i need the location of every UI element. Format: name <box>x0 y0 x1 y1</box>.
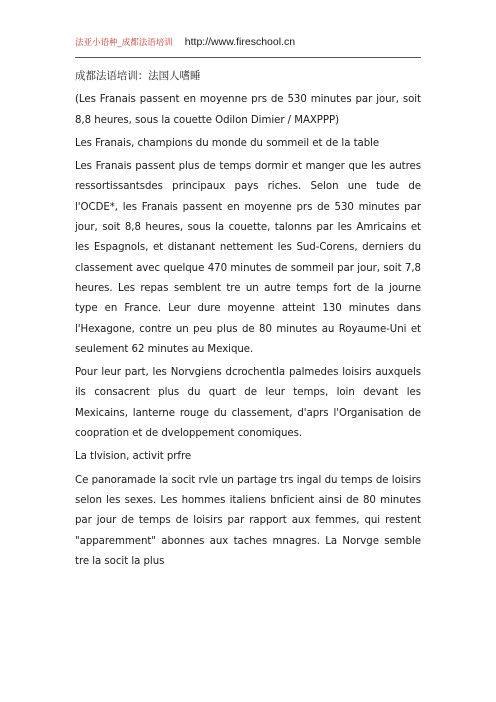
body-paragraph: Les Franais passent plus de temps dormir et manger que les autres ressortissantsdes principaux pays riches. Selon une tude de l'OCDE*, les Franais passent en moyenne prs de 530 minutes par jour, soit 8,8 heures, sous la couette, talonns par les Amricains et les Espagnols, et distanant nettement les Sud-Corens, derniers du classement avec quelque 470 minutes de sommeil par jour, soit 7,8 heures. Les repas semblent tre un autre temps fort de la journe type en France. Leur dure moyenne atteint 130 minutes dans l'Hexagone, contre un peu plus de 80 minutes au Royaume-Uni et seulement 62 minutes au Mexique. <box>75 161 421 355</box>
body-paragraph: Pour leur part, les Norvgiens dcrochentla palmedes loisirs auxquels ils consacrent plus du quart de leur temps, loin devant les Mexicains, lanterne rouge du classement, d'aprs l'Organisation de coopration et de dveloppement conomiques. <box>75 367 421 440</box>
body-paragraph: Ce panoramade la socit rvle un partage trs ingal du temps de loisirs selon les sexes. Les hommes italiens bnficient ainsi de 80 minutes par jour de temps de loisirs par rapport aux femmes, qui restent "apparemment" abonnes aux taches mnagres. La Norvge semble tre la socit la plus <box>75 474 421 567</box>
document-title: 成都法语培训：法国人嗜睡 <box>75 70 201 82</box>
site-name: 法亚小语种_成都法语培训 <box>75 38 173 48</box>
page-header <box>75 36 421 48</box>
site-url[interactable]: http://www.fireschool.cn <box>184 36 296 48</box>
header-divider <box>75 57 421 58</box>
article-headline: Les Franais, champions du monde du sommeil et de la table <box>75 137 380 149</box>
photo-caption: (Les Franais passent en moyenne prs de 530 minutes par jour, soit 8,8 heures, sous la couette Odilon Dimier / MAXPPP) <box>75 94 421 126</box>
document-body <box>75 66 421 572</box>
section-heading: La tlvision, activit prfre <box>75 451 192 463</box>
